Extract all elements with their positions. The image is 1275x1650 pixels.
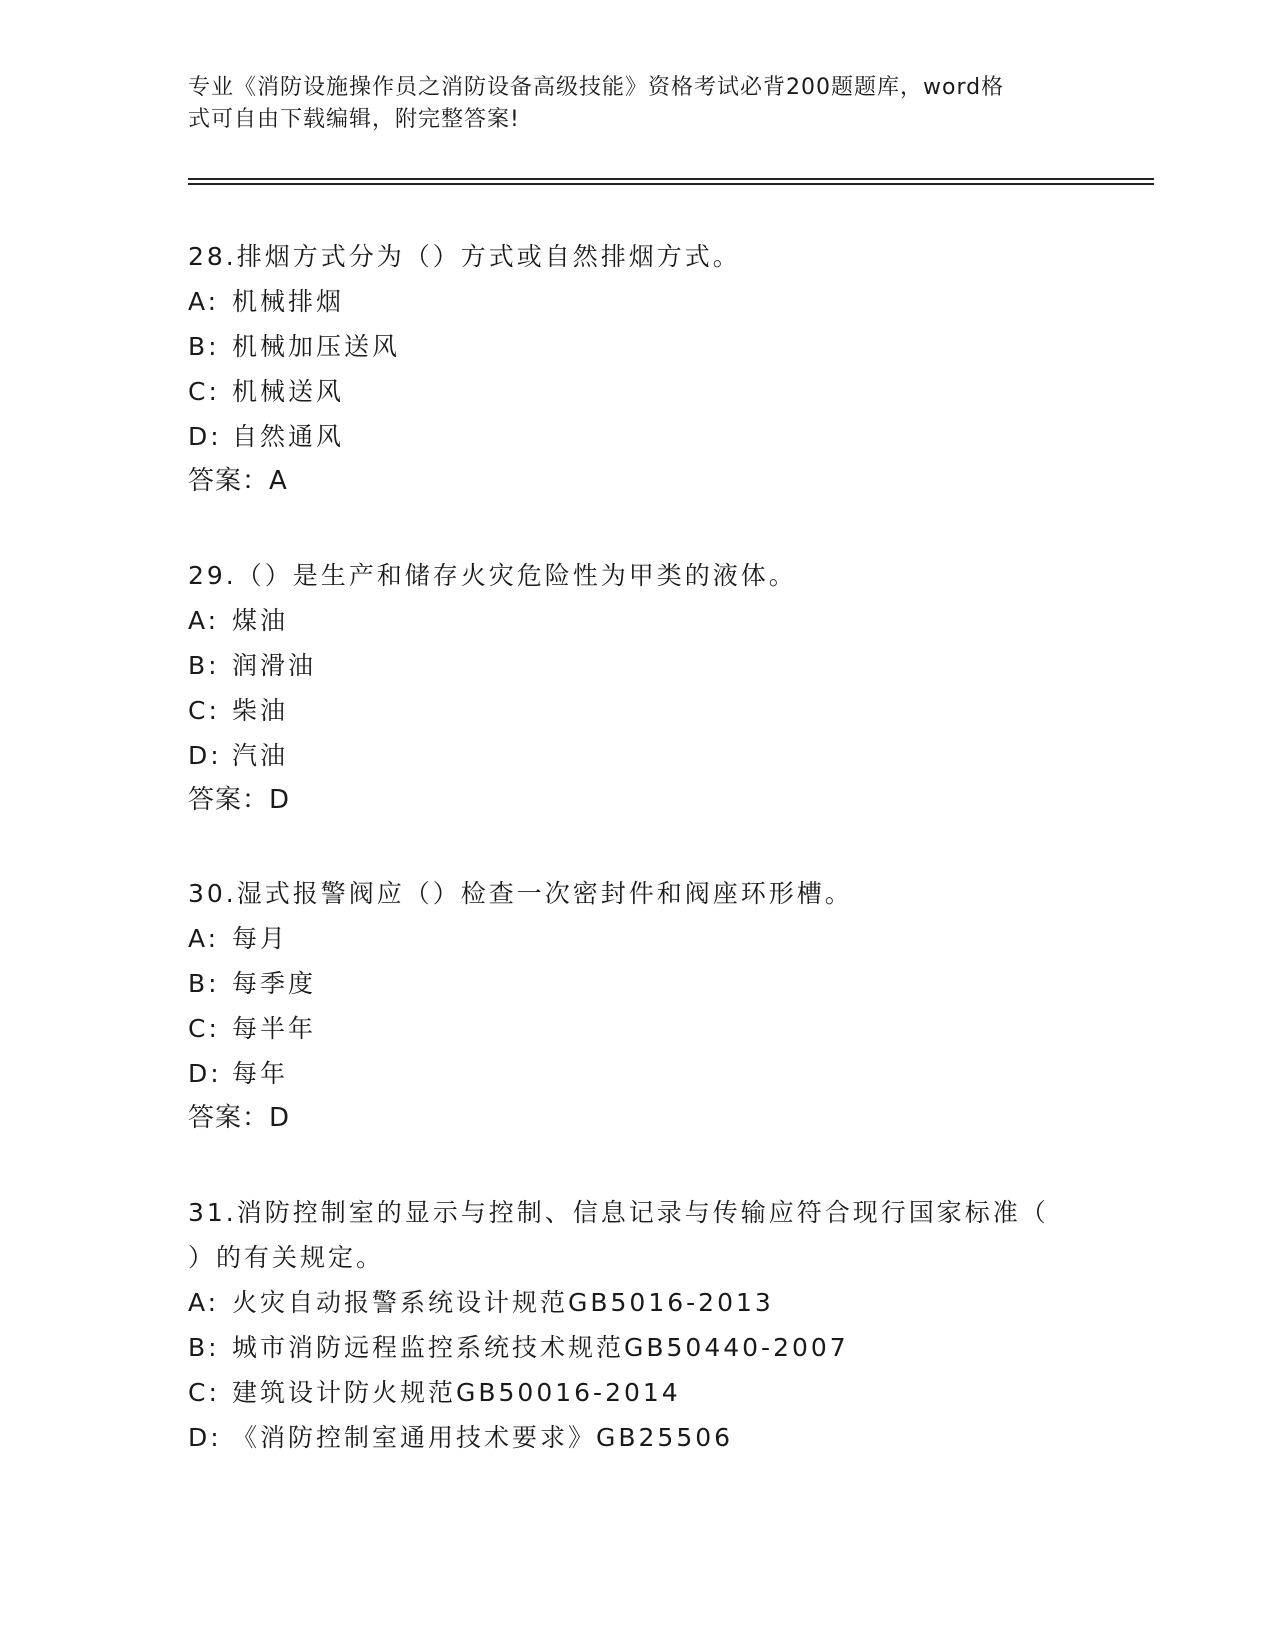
option-a [188, 598, 1088, 643]
question-stem: 29.（）是生产和储存火灾危险性为甲类的液体。 [188, 561, 797, 590]
option-b [188, 1325, 1088, 1370]
option-key: A: [188, 1288, 220, 1317]
option-text: 自然通风 [232, 422, 345, 451]
option-text: 柴油 [232, 696, 289, 725]
option-text: 汽油 [232, 741, 289, 770]
option-key: D: [188, 1059, 222, 1088]
option-text: 每年 [232, 1059, 289, 1088]
option-key: B: [188, 332, 220, 361]
option-text: 火灾自动报警系统设计规范GB5016-2013 [232, 1288, 774, 1317]
option-key: D: [188, 422, 222, 451]
option-key: C: [188, 696, 220, 725]
option-b [188, 324, 1088, 369]
option-text: 每半年 [232, 1014, 317, 1043]
option-text: 每季度 [232, 969, 317, 998]
option-key: A: [188, 606, 220, 635]
option-d [188, 733, 1088, 778]
option-key: D: [188, 1423, 222, 1452]
option-key: B: [188, 651, 220, 680]
option-key: A: [188, 287, 220, 316]
option-key: C: [188, 1014, 220, 1043]
option-c [188, 369, 1088, 414]
header-divider-top [188, 178, 1154, 180]
document-header [188, 72, 1068, 136]
question-stem: 30.湿式报警阀应（）检查一次密封件和阀座环形槽。 [188, 879, 853, 908]
option-key: C: [188, 1378, 220, 1407]
answer-line: 答案：D [188, 785, 291, 815]
option-key: D: [188, 741, 222, 770]
option-text: 煤油 [232, 606, 289, 635]
question-29 [188, 553, 1088, 823]
option-text: 润滑油 [232, 651, 317, 680]
option-text: 每月 [232, 924, 289, 953]
question-stem-line-2: ）的有关规定。 [188, 1243, 385, 1272]
option-text: 城市消防远程监控系统技术规范GB50440-2007 [232, 1333, 849, 1362]
option-key: B: [188, 1333, 220, 1362]
option-text: 机械送风 [232, 377, 345, 406]
option-a [188, 279, 1088, 324]
header-divider-bottom [188, 183, 1154, 185]
option-d [188, 1051, 1088, 1096]
answer-line: 答案：A [188, 466, 288, 496]
option-c [188, 1370, 1088, 1415]
option-key: C: [188, 377, 220, 406]
header-line-2: 式可自由下载编辑，附完整答案! [188, 107, 520, 132]
option-text: 《消防控制室通用技术要求》GB25506 [232, 1423, 734, 1452]
option-c [188, 1006, 1088, 1051]
option-c [188, 688, 1088, 733]
question-30 [188, 871, 1088, 1141]
answer-line: 答案：D [188, 1103, 291, 1133]
option-text: 机械排烟 [232, 287, 345, 316]
question-stem-line-1: 31.消防控制室的显示与控制、信息记录与传输应符合现行国家标准（ [188, 1198, 1049, 1227]
question-stem: 28.排烟方式分为（）方式或自然排烟方式。 [188, 242, 741, 271]
option-d [188, 1415, 1088, 1460]
option-text: 机械加压送风 [232, 332, 401, 361]
question-28 [188, 234, 1088, 504]
option-a [188, 1280, 1088, 1325]
option-a [188, 916, 1088, 961]
question-31 [188, 1190, 1088, 1460]
option-b [188, 961, 1088, 1006]
option-d [188, 414, 1088, 459]
option-key: B: [188, 969, 220, 998]
option-text: 建筑设计防火规范GB50016-2014 [232, 1378, 681, 1407]
header-line-1: 专业《消防设施操作员之消防设备高级技能》资格考试必背200题题库，word格 [188, 75, 1005, 100]
option-key: A: [188, 924, 220, 953]
option-b [188, 643, 1088, 688]
